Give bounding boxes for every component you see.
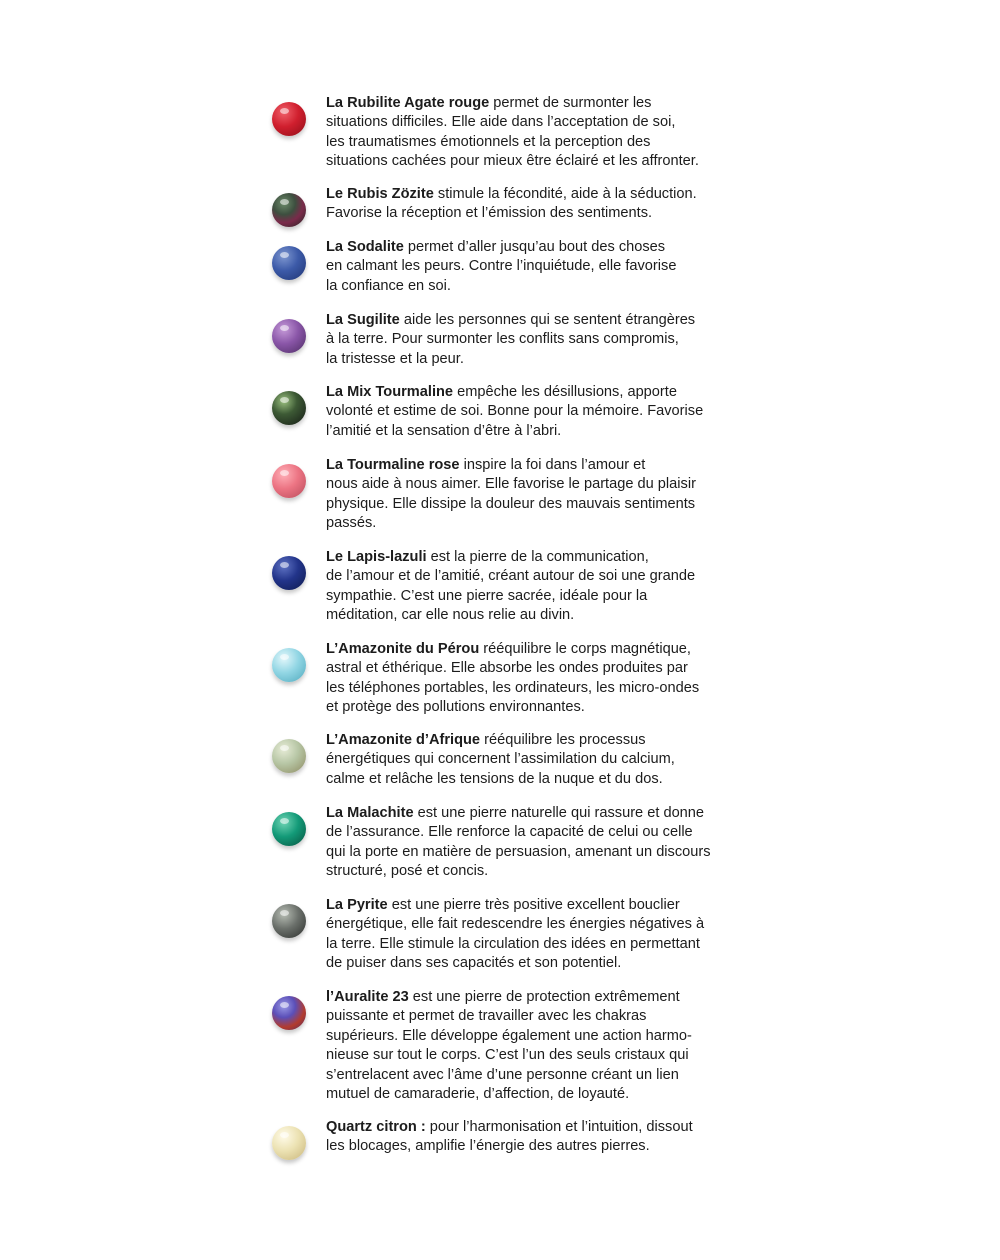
stone-name: La Mix Tourmaline (326, 384, 454, 400)
stone-name: Le Lapis-lazuli (326, 549, 427, 565)
stone-description: La Mix Tourmaline empêche les désillusions, apporte volonté et estime de soi. Bonne pour la mémoire. Favorise l’amitié et la sensation d’être à l’abri. (326, 384, 704, 439)
stone-name: La Tourmaline rose (326, 457, 460, 473)
stone-description: La Pyrite est une pierre très positive excellent bouclier énergétique, elle fait redescendre les énergies négatives à la terre. Elle stimule la circulation des idées en permettant de puiser dans ses capacités et son potentiel. (326, 897, 705, 972)
african-amazonite-bead-icon (272, 739, 306, 773)
sodalite-bead-icon (272, 246, 306, 280)
stone-name: L’Amazonite d’Afrique (326, 732, 481, 748)
citrine-quartz-bead-icon (272, 1126, 306, 1160)
stone-name: La Rubilite Agate rouge (326, 95, 490, 111)
stone-name: La Sugilite (326, 312, 400, 328)
malachite-bead-icon (272, 812, 306, 846)
peru-amazonite-bead-icon (272, 648, 306, 682)
pink-tourmaline-bead-icon (272, 464, 306, 498)
red-agate-bead-icon (272, 102, 306, 136)
stone-name: L’Amazonite du Pérou (326, 641, 480, 657)
stone-description: La Rubilite Agate rouge permet de surmonter les situations difficiles. Elle aide dans l’acceptation de soi, les traumatismes émotionnels et la perception des situations cachées pour mieux être éclairé et les affronter. (326, 95, 699, 170)
stone-description: La Sugilite aide les personnes qui se sentent étrangères à la terre. Pour surmonter les conflits sans compromis, la tristesse et la peur. (326, 312, 696, 367)
stone-description: Quartz citron : pour l’harmonisation et l’intuition, dissout les blocages, amplifie l’énergie des autres pierres. (326, 1119, 693, 1155)
stone-description: Le Lapis-lazuli est la pierre de la communication, de l’amour et de l’amitié, créant autour de soi une grande sympathie. C’est une pierre sacrée, idéale pour la méditation, car elle nous relie au divin. (326, 549, 696, 624)
pyrite-bead-icon (272, 904, 306, 938)
stone-description: L’Amazonite d’Afrique rééquilibre les processus énergétiques qui concernent l’assimilation du calcium, calme et relâche les tensions de la nuque et du dos. (326, 732, 675, 787)
stone-name: Le Rubis Zözite (326, 186, 434, 202)
stone-description: L’Amazonite du Pérou rééquilibre le corps magnétique, astral et éthérique. Elle absorbe les ondes produites par les téléphones portables, les ordinateurs, les micro-ondes et protège des pollutions environnantes. (326, 641, 700, 716)
stone-description: La Sodalite permet d’aller jusqu’au bout des choses en calmant les peurs. Contre l’inquiétude, elle favorise la confiance en soi. (326, 239, 677, 294)
stone-description: La Tourmaline rose inspire la foi dans l’amour et nous aide à nous aimer. Elle favorise le partage du plaisir physique. Elle dissipe la douleur des mauvais sentiments passés. (326, 457, 696, 532)
stone-description: La Malachite est une pierre naturelle qui rassure et donne de l’assurance. Elle renforce la capacité de celui ou celle qui la porte en matière de persuasion, amenant un discours structuré, posé et concis. (326, 805, 711, 880)
ruby-zoisite-bead-icon (272, 193, 306, 227)
lapis-lazuli-bead-icon (272, 556, 306, 590)
stone-name: Quartz citron : (326, 1119, 426, 1135)
stone-name: La Sodalite (326, 239, 404, 255)
stone-name: La Pyrite (326, 897, 388, 913)
stone-description: Le Rubis Zözite stimule la fécondité, aide à la séduction. Favorise la réception et l’émission des sentiments. (326, 186, 697, 222)
stone-description: l’Auralite 23 est une pierre de protection extrêmement puissante et permet de travailler avec les chakras supérieurs. Elle développe également une action harmo- nieuse sur tout le corps. C’est l’un des seuls cristaux qui s’entrelacent avec l’âme d’une personne créant un lien mutuel de camaraderie, d’affection, de loyauté. (326, 989, 692, 1103)
mix-tourmaline-bead-icon (272, 391, 306, 425)
stone-name: l’Auralite 23 (326, 989, 409, 1005)
sugilite-bead-icon (272, 319, 306, 353)
stone-name: La Malachite (326, 805, 414, 821)
auralite-bead-icon (272, 996, 306, 1030)
